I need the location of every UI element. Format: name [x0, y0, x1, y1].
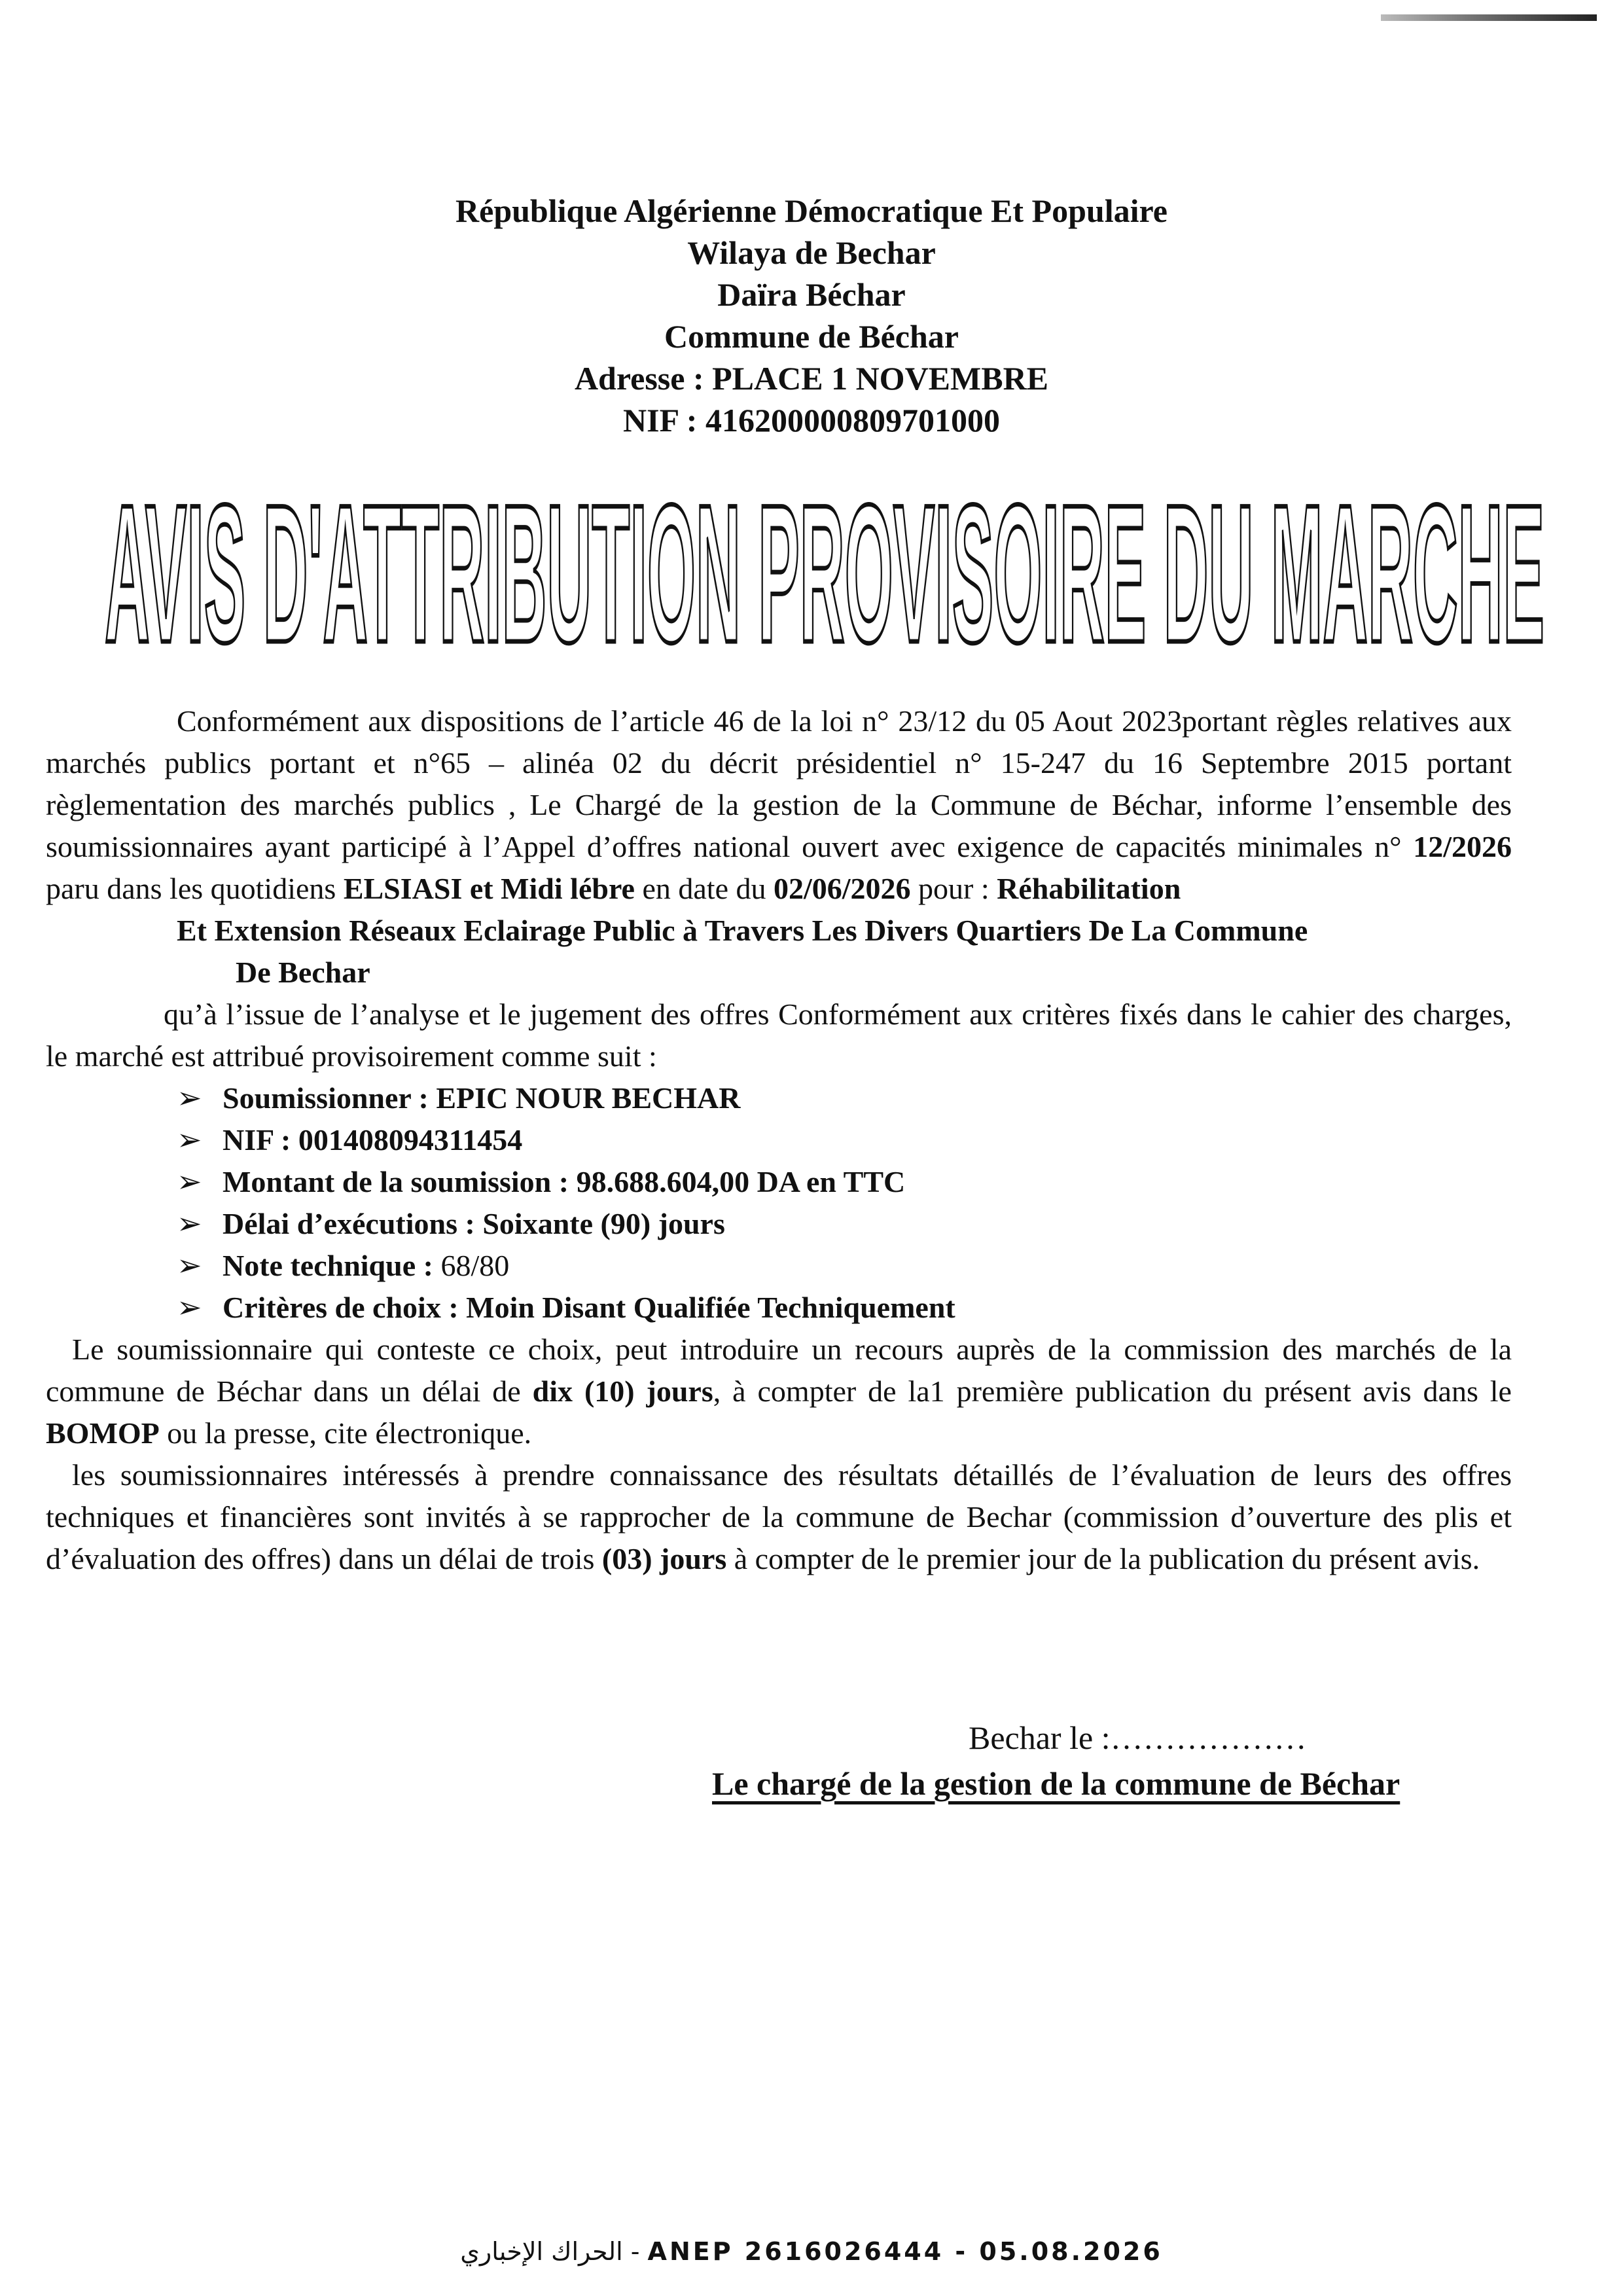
- list-item: [177, 1077, 1512, 1119]
- consultation-delay: (03) jours: [601, 1542, 727, 1575]
- item-delay: Délai d’exécutions : Soixante (90) jours: [223, 1207, 725, 1240]
- scan-edge-mark: [1381, 14, 1597, 21]
- list-item: [177, 1161, 1512, 1203]
- notice-title-banner: [92, 484, 1558, 668]
- appeal-text-3: ou la presse, cite électronique.: [159, 1416, 532, 1450]
- item-nif: NIF : 001408094311454: [223, 1123, 523, 1157]
- paragraph-legal-basis: [46, 700, 1512, 994]
- header-republic: République Algérienne Démocratique Et Populaire: [455, 192, 1168, 229]
- signatory-title: Le chargé de la gestion de la commune de Béchar: [712, 1765, 1400, 1802]
- paragraph-results-consultation: [46, 1454, 1512, 1580]
- item-tech-score-value: 68/80: [440, 1249, 510, 1282]
- item-criteria: Critères de choix : Moin Disant Qualifiée Techniquement: [223, 1291, 955, 1324]
- award-details-list: [46, 1077, 1512, 1329]
- legal-basis-text-4: pour :: [910, 872, 997, 905]
- header-wilaya: Wilaya de Bechar: [687, 234, 936, 271]
- header-address: Adresse : PLACE 1 NOVEMBRE: [574, 360, 1049, 397]
- list-item: [177, 1287, 1512, 1329]
- signature-block: [700, 1715, 1525, 1806]
- project-title-3: De Bechar: [236, 956, 370, 989]
- paragraph-appeal: [46, 1329, 1512, 1454]
- document-header: [0, 190, 1623, 441]
- arrow-bullet-icon: ➢: [177, 1123, 202, 1157]
- notice-body: [46, 700, 1512, 1580]
- item-bidder: Soumissionner : EPIC NOUR BECHAR: [223, 1081, 741, 1115]
- consultation-text: les soumissionnaires intéressés à prendre connaissance des résultats détaillés de l’évaluation de leurs des offres techniques et financières sont invités à se rapprocher de la commune de Bechar (commission d’ouverture des plis et d’évaluation des offres) dans un délai de trois: [46, 1458, 1512, 1575]
- legal-basis-text-2: paru dans les quotidiens: [46, 872, 344, 905]
- appeal-delay: dix (10) jours: [532, 1374, 713, 1408]
- arrow-bullet-icon: ➢: [177, 1249, 202, 1282]
- arrow-bullet-icon: ➢: [177, 1165, 202, 1198]
- signature-date-line: Bechar le :………………: [969, 1719, 1307, 1756]
- header-daira: Daïra Béchar: [717, 276, 906, 313]
- consultation-text-2: à compter de le premier jour de la publication du présent avis.: [726, 1542, 1480, 1575]
- footer-newspaper: الحراك الإخباري: [460, 2237, 623, 2266]
- publication-footer: [0, 2237, 1623, 2266]
- tender-number: 12/2026: [1413, 830, 1512, 863]
- header-commune: Commune de Béchar: [664, 318, 959, 355]
- arrow-bullet-icon: ➢: [177, 1291, 202, 1324]
- appeal-text-2: , à compter de la1 première publication du présent avis dans le: [713, 1374, 1512, 1408]
- arrow-bullet-icon: ➢: [177, 1081, 202, 1115]
- list-item: [177, 1245, 1512, 1287]
- arrow-bullet-icon: ➢: [177, 1207, 202, 1240]
- header-nif: NIF : 416200000809701000: [623, 402, 1000, 439]
- footer-anep-reference: ANEP 2616026444 - 05.08.2026: [647, 2237, 1163, 2266]
- item-amount: Montant de la soumission : 98.688.604,00 DA en TTC: [223, 1165, 906, 1198]
- appeal-text: Le soumissionnaire qui conteste ce choix, peut introduire un recours auprès de la commission des marchés de la commune de Béchar dans un délai de: [46, 1333, 1512, 1408]
- notice-title: AVIS D'ATTRIBUTION PROVISOIRE DU MARCHE: [105, 484, 1544, 668]
- item-tech-score-label: Note technique :: [223, 1249, 441, 1282]
- footer-separator: -: [630, 2237, 648, 2266]
- title-outline-art: [92, 484, 1558, 668]
- legal-basis-text: Conformément aux dispositions de l’article 46 de la loi n° 23/12 du 05 Aout 2023portant règles relatives aux marchés publics portant et n°65 – alinéa 02 du décrit présidentiel n° 15-247 du 16 Septembre 2015 portant règlementation des marchés publics , Le Chargé de la gestion de la Commune de Béchar, informe l’ensemble des soumissionnaires ayant participé à l’Appel d’offres national ouvert avec exigence de capacités minimales n°: [46, 704, 1512, 863]
- paragraph-award-intro: qu’à l’issue de l’analyse et le jugement des offres Conformément aux critères fixés dans le cahier des charges, le marché est attribué provisoirement comme suit :: [46, 997, 1512, 1073]
- legal-basis-text-3: en date du: [634, 872, 774, 905]
- newspapers: ELSIASI et Midi lébre: [343, 872, 635, 905]
- bomop: BOMOP: [46, 1416, 160, 1450]
- project-title-1: Réhabilitation: [997, 872, 1181, 905]
- list-item: [177, 1203, 1512, 1245]
- publication-date: 02/06/2026: [773, 872, 911, 905]
- project-title-2: Et Extension Réseaux Eclairage Public à Travers Les Divers Quartiers De La Commune: [177, 914, 1308, 947]
- list-item: [177, 1119, 1512, 1161]
